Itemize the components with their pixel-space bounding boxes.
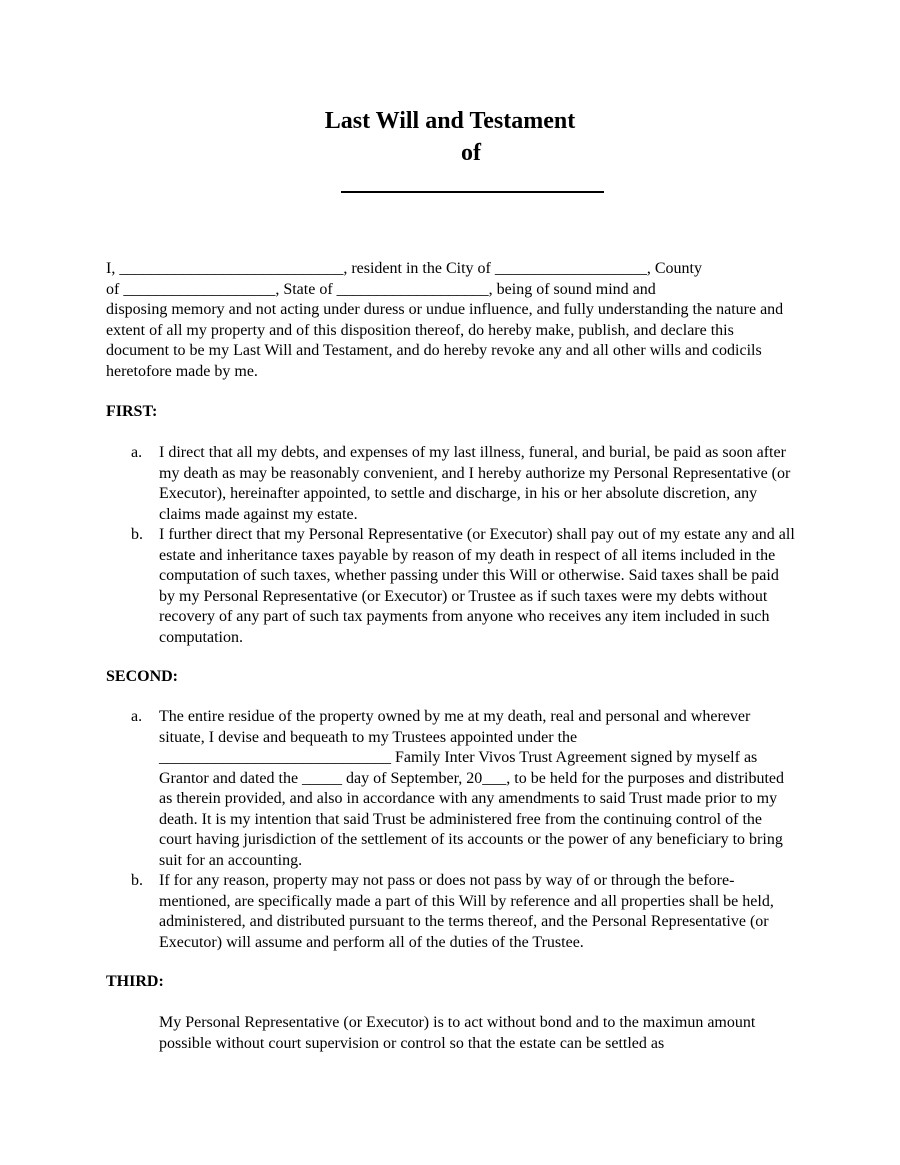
intro-paragraph xyxy=(106,259,792,382)
list-item-text: I direct that all my debts, and expenses of my last illness, funeral, and burial, be paid as soon after my death as may be reasonably convenient, and I hereby authorize my Personal Representative (or Executor), hereinafter appointed, to settle and discharge, in his or her absolute discretion, any claims made against my estate. xyxy=(159,444,791,523)
testator-name-blank-line xyxy=(341,191,604,193)
list-item-text: I further direct that my Personal Representative (or Executor) shall pay out of my estate any and all estate and inheritance taxes payable by reason of my death in respect of all items included in the computation of such taxes, whether passing under this Will or otherwise. Said taxes shall be paid by my Personal Representative (or Executor) or Trustee as if such taxes were my debts without recovery of any part of such tax payments from anyone who receives any item included in such computation. xyxy=(159,526,795,646)
second-list xyxy=(131,707,796,953)
third-paragraph: My Personal Representative (or Executor) is to act without bond and to the maximun amount possible without court supervision or control so that the estate can be settled as xyxy=(159,1014,756,1052)
list-item xyxy=(131,525,796,648)
list-marker: b. xyxy=(131,872,143,889)
list-item-text: The entire residue of the property owned by me at my death, real and personal and wherever situate, I devise and bequeath to my Trustees appointed under the _____________________________ Family Inter Vivos Trust Agreement signed by myself as Grantor and dated the _____ day of September, 20___, to be held for the purposes and distributed as therein provided, and also in accordance with any amendments to said Trust made prior to my death. It is my intention that said Trust be administered free from the continuing control of the court having jurisdiction of the settlement of its accounts or the power of any beneficiary to bring suit for an accounting. xyxy=(159,708,784,869)
list-marker: b. xyxy=(131,526,143,543)
list-item xyxy=(131,707,796,871)
list-item-text: If for any reason, property may not pass or does not pass by way of or through the before-mentioned, are specifically made a part of this Will by reference and all properties shall be held, administered, and distributed pursuant to the terms thereof, and the Personal Representative (or Executor) will assume and perform all of the duties of the Trustee. xyxy=(159,872,774,951)
intro-body: disposing memory and not acting under duress or undue influence, and fully understanding the nature and extent of all my property and of this disposition thereof, do hereby make, publish, and declare this document to be my Last Will and Testament, and do hereby revoke any and all other wills and codicils heretofore made by me. xyxy=(106,301,784,380)
second-heading: SECOND: xyxy=(106,668,179,685)
list-marker: a. xyxy=(131,444,143,461)
third-heading: THIRD: xyxy=(106,973,164,990)
list-item xyxy=(131,443,796,525)
list-item xyxy=(131,871,796,953)
intro-line-2: of ___________________, State of ___________________, being of sound mind and xyxy=(106,280,656,298)
document-title-of: of xyxy=(461,140,481,166)
list-marker: a. xyxy=(131,708,143,725)
first-heading: FIRST: xyxy=(106,403,158,420)
document-title: Last Will and Testament xyxy=(324,108,576,134)
intro-line-1: I, ____________________________, resident in the City of ___________________, County xyxy=(106,260,702,277)
first-list xyxy=(131,443,796,648)
title-block xyxy=(0,105,900,169)
